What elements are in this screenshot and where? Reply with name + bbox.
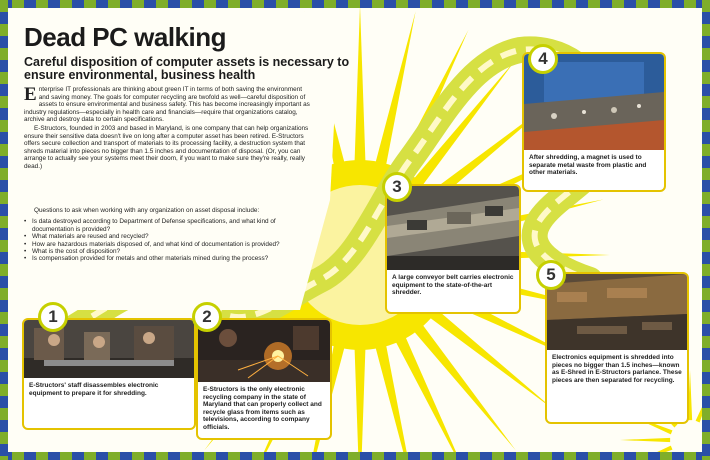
article-body [24,86,314,172]
step-3-card [385,184,521,314]
step-5-photo [547,274,687,350]
step-3-badge: 3 [382,172,412,202]
question-item: • Is data destroyed according to Department of Defense specifications, and what kind of documentation is provided? [24,218,314,233]
step-4-badge: 4 [528,44,558,74]
step-1-card [22,318,196,430]
step-2-card [196,318,332,440]
step-1-badge: 1 [38,302,68,332]
step-2-photo [198,320,330,382]
step-3-caption: A large conveyor belt carries electronic equipment to the state-of-the-art shredder. [392,274,514,297]
intro-paragraph [24,86,314,124]
intro-text: nterprise IT professionals are thinking about green IT in terms of both saving the environment and saving money. The goals for computer recycling are twofold as well—careful disposition of assets to ensure environmental and business safety. This has become increasingly important as industry regulations—especially in health care and financials—require that organizations catalog, archive and destroy data to certain specifications. [24,86,310,124]
step-5-caption: Electronics equipment is shredded into pieces no bigger than 1.5 inches—known as E-Shred in E-Structors parlance. These pieces are then separated for recycling. [552,354,682,384]
deck-subheadline: Careful disposition of computer assets is necessary to ensure environmental, business health [24,55,350,82]
step-2-caption: E-Structors is the only electronic recycling company in the state of Maryland that can properly collect and recycle glass from items such as televisions, according to company officials. [203,386,322,431]
second-paragraph: E-Structors, founded in 2003 and based in Maryland, is one company that can help organizations ensure their sensitive data doesn't live on long after a computer asset has been retired. E-Structors offers secure collection and transport of materials to its processing facility, a destruction system that shreds material into pieces no bigger than 1.5 inches and documentation of disposal. (Or, you can arrange to actually see your systems meet their doom, if you want to make sure they're really, really dead.) [24,124,309,170]
step-5-badge: 5 [536,260,566,290]
questions-list [24,218,314,262]
questions-section [24,207,314,263]
question-item: • How are hazardous materials disposed of, and what kind of documentation is provided? [24,241,314,248]
step-4-caption: After shredding, a magnet is used to separate metal waste from plastic and other materials. [529,154,647,177]
question-item: • What is the cost of disposition? [24,248,314,255]
headline: Dead PC walking [24,22,226,52]
step-1-caption: E-Structors' staff disassembles electronic equipment to prepare it for shredding. [29,382,159,397]
drop-cap: E [24,84,37,105]
question-item: • Is compensation provided for metals and other materials mined during the process? [24,255,314,262]
questions-intro: Questions to ask when working with any organization on asset disposal include: [34,207,260,214]
step-5-card [545,272,689,424]
question-item: • What materials are reused and recycled? [24,233,314,240]
step-2-badge: 2 [192,302,222,332]
step-3-photo [387,186,519,270]
